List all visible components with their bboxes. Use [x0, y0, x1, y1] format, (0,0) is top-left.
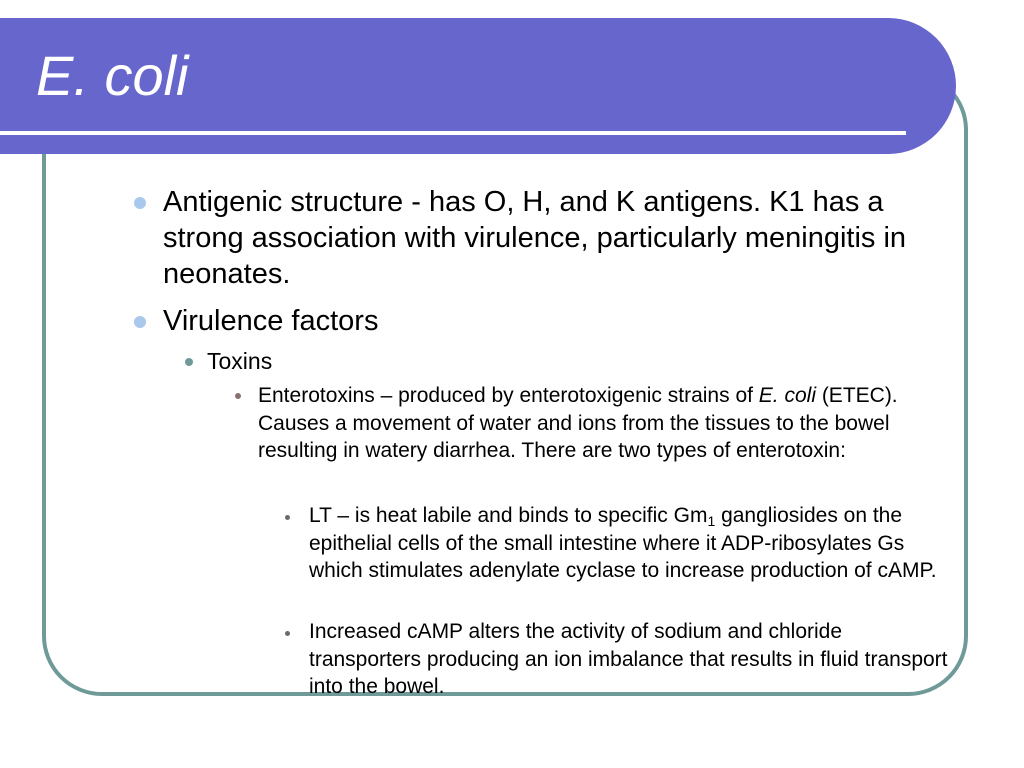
bullet-text: Virulence factors [163, 305, 379, 337]
sub-bullet-toxins [207, 347, 947, 375]
sub-bullet-increased-camp [309, 618, 959, 701]
slide-title: E. coli [36, 44, 189, 107]
bullet-text-part: gangliosides on the epithelial cells of the small intestine where it ADP-ribosylates Gs which stimulates adenylate cyclase to increase production of cAMP. [309, 504, 937, 582]
subscript: 1 [707, 513, 716, 529]
bullet-text: Antigenic structure - has O, H, and K antigens. K1 has a strong association with virulence, particularly meningitis in neonates. [163, 186, 907, 290]
bullet-dot-icon [134, 316, 146, 328]
bullet-virulence-factors [163, 303, 963, 339]
bullet-dot-icon [235, 393, 241, 399]
bullet-dot-icon [185, 358, 193, 366]
bullet-text-italic: E. coli [758, 384, 816, 407]
bullet-text: Increased cAMP alters the activity of sodium and chloride transporters producing an ion imbalance that results in fluid transport into the bowel. [309, 620, 948, 698]
sub-bullet-enterotoxins [258, 382, 958, 465]
bullet-text-part: Enterotoxins – produced by enterotoxigenic strains of [258, 384, 759, 407]
bullet-antigenic-structure [163, 184, 963, 292]
bullet-text-part: (ETEC). Causes a movement of water and ions from the tissues to the bowel resulting in watery diarrhea. There are two types of enterotoxin: [258, 384, 898, 462]
bullet-dot-icon [134, 197, 146, 209]
bullet-text-part: LT – is heat labile and binds to specific Gm [309, 504, 708, 527]
bullet-dot-icon [285, 631, 290, 636]
bullet-dot-icon [285, 515, 290, 520]
bullet-text: Toxins [207, 348, 273, 374]
sub-bullet-lt [309, 502, 959, 585]
